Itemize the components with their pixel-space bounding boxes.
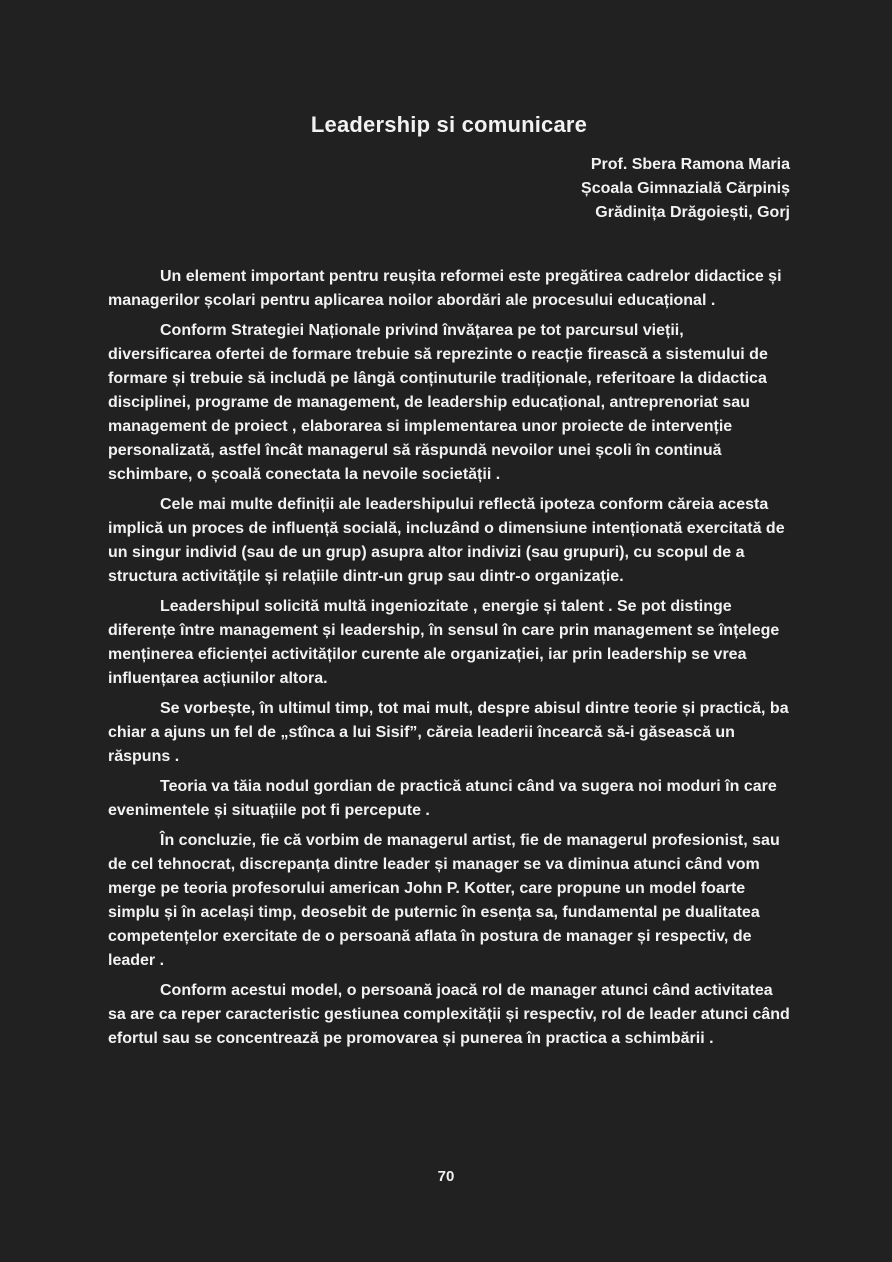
paragraph: Teoria va tăia nodul gordian de practică atunci când va sugera noi moduri în care evenimentele și situațiile pot fi percepute . (108, 778, 777, 819)
paragraph: Conform Strategiei Naționale privind învățarea pe tot parcursul vieții, diversificarea ofertei de formare trebuie să reprezinte o reacție firească a sistemului de formare și trebuie să includă pe lângă conținuturile tradiționale, referitoare la didactica disciplinei, programe de management, de leadership educațional, antreprenoriat sau management de proiect , elaborarea si implementarea unor proiecte de intervenție personalizată, astfel încât managerul să răspundă nevoilor unei școli în continuă schimbare, o școală conectata la nevoile societății . (108, 322, 768, 483)
paragraph: Se vorbește, în ultimul timp, tot mai mult, despre abisul dintre teorie și practică, ba chiar a ajuns un fel de „stînca a lui Sisif”, căreia leaderii încearcă să-i găsească un răspuns . (108, 700, 789, 765)
paragraph: Conform acestui model, o persoană joacă rol de manager atunci când activitatea sa are ca reper caracteristic gestiunea complexității și respectiv, rol de leader atunci când efortul sau se concentrează pe promovarea și punerea în practica a schimbării . (108, 982, 790, 1047)
document-body (108, 265, 790, 1051)
author-block (108, 153, 790, 225)
paragraph: Un element important pentru reușita reformei este pregătirea cadrelor didactice și managerilor școlari pentru aplicarea noilor abordări ale procesului educațional . (108, 268, 782, 309)
author-location: Grădinița Drăgoiești, Gorj (595, 204, 790, 221)
paragraph: În concluzie, fie că vorbim de managerul artist, fie de managerul profesionist, sau de cel tehnocrat, discrepanța dintre leader și manager se va diminua atunci când vom merge pe teoria profesorului american John P. Kotter, care propune un model foarte simplu și în același timp, deosebit de puternic în esența sa, fundamental pe dualitatea competențelor exercitate de o persoană aflata în postura de manager și respectiv, de leader . (108, 832, 780, 969)
paragraph: Leadershipul solicită multă ingeniozitate , energie și talent . Se pot distinge diferențe între management și leadership, în sensul în care prin management se înțelege menținerea eficienței activităților curente ale organizației, iar prin leadership se vrea influențarea acțiunilor altora. (108, 598, 780, 687)
page-number: 70 (437, 1168, 455, 1185)
author-name: Prof. Sbera Ramona Maria (590, 156, 790, 173)
author-school: Școala Gimnazială Cărpiniș (581, 180, 790, 197)
paragraph: Cele mai multe definiții ale leadershipului reflectă ipoteza conform căreia acesta implică un proces de influență socială, incluzând o dimensiune intenționată exercitată de un singur individ (sau de un grup) asupra altor indivizi (sau grupuri), cu scopul de a structura activitățile și relațiile dintr-un grup sau dintr-o organizație. (108, 496, 785, 585)
page-title: Leadership si comunicare (310, 112, 588, 137)
